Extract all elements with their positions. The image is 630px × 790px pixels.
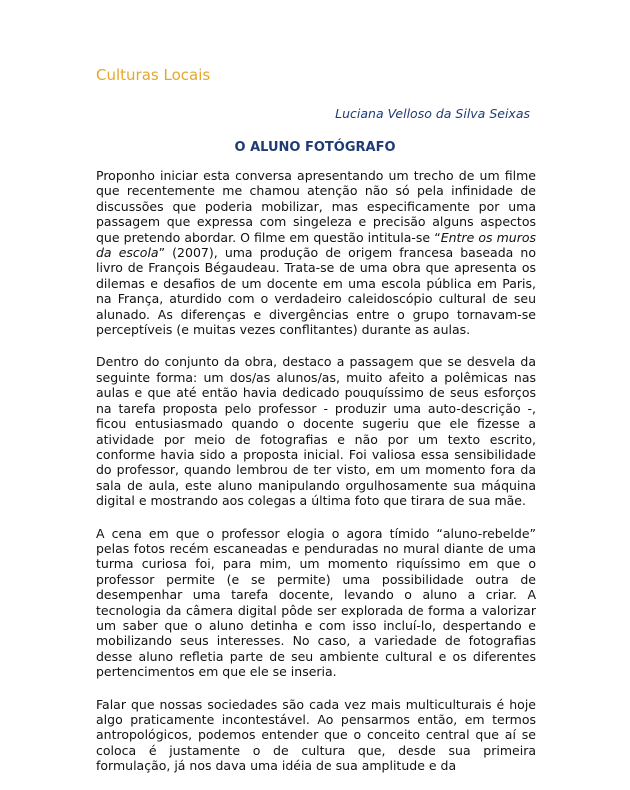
film-title: Entre os muros da escola [96,229,536,261]
author-name: Luciana Velloso da Silva Seixas [335,106,530,121]
paragraph-1 [96,168,536,337]
paragraph-1-text-a: Proponho iniciar esta conversa apresentando um trecho de um filme que recentemente me chamou atenção não só pela infinidade de discussões que poderia mobilizar, mas especificamente por uma passagem que expressa com singeleza e precisão alguns aspectos que pretendo abordar. O filme em questão intitula-se “ [96,168,536,245]
paragraph-3: A cena em que o professor elogia o agora tímido “aluno-rebelde” pelas fotos recém escaneadas e penduradas no mural diante de uma turma curiosa foi, para mim, um momento riquíssimo em que o professor permite (e se permite) uma possibilidade outra de desempenhar uma tarefa docente, levando o aluno a criar. A tecnologia da câmera digital pôde ser explorada de forma a valorizar um saber que o aluno detinha e com isso incluí-lo, despertando e mobilizando seus interesses. No caso, a variedade de fotografias desse aluno refletia parte de seu ambiente cultural e os diferentes pertencimentos em que ele se inseria. [96,525,536,680]
paragraph-2: Dentro do conjunto da obra, destaco a passagem que se desvela da seguinte forma: um dos/as alunos/as, muito afeito a polêmicas nas aulas e que até então havia dedicado pouquíssimo de seus esforços na tarefa proposta pelo professor - produzir uma auto-descrição -, ficou entusiasmado quando o docente sugeriu que ele fizesse a atividade por meio de fotografias e não por um texto escrito, conforme havia sido a proposta inicial. Foi valiosa essa sensibilidade do professor, quando lembrou de ter visto, em um momento fora da sala de aula, este aluno manipulando orgulhosamente sua máquina digital e mostrando aos colegas a última foto que tirara de sua mãe. [96,354,536,509]
article-title: O ALUNO FOTÓGRAFO [234,140,396,155]
article-body [96,168,536,774]
paragraph-1-text-b: ” (2007), uma produção de origem francesa baseada no livro de François Bégaudeau. Trata-se de uma obra que apresenta os dilemas e desafios de um docente em uma escola pública em Paris, na França, aturdido com o verdadeiro caleidoscópio cultural de seu alunado. As diferenças e divergências entre o grupo tornavam-se perceptíveis (e muitas vezes conflitantes) durante as aulas. [96,245,536,338]
section-label: Culturas Locais [96,66,211,84]
paragraph-4: Falar que nossas sociedades são cada vez mais multiculturais é hoje algo praticamente incontestável. Ao pensarmos então, em termos antropológicos, podemos entender que o conceito central que aí se coloca é justamente o de cultura que, desde sua primeira formulação, já nos dava uma idéia de sua amplitude e da [96,696,536,774]
